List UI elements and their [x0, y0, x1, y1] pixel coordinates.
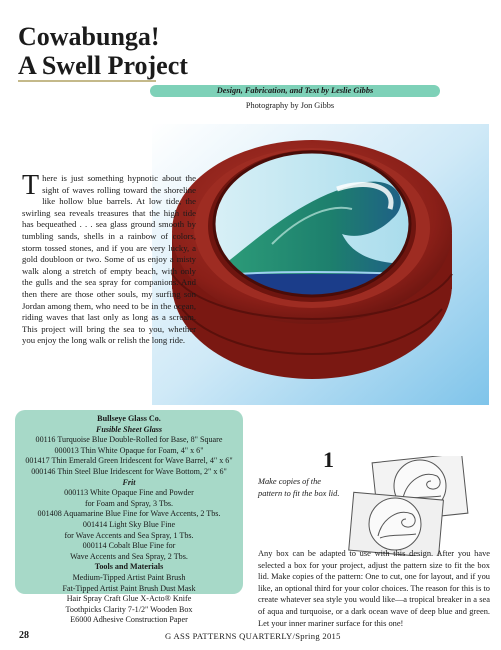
- page-number: 28: [19, 630, 29, 641]
- publication-footer: G ASS PATTERNS QUARTERLY/Spring 2015: [165, 631, 341, 641]
- list-item: Hair Spray Craft Glue X-Acto® Knife: [66, 594, 192, 604]
- list-item: Wave Accents and Sea Spray, 2 Tbs.: [70, 551, 188, 561]
- list-item: 001414 Light Sky Blue Fine: [82, 519, 176, 529]
- step-caption: Make copies of the pattern to fit the box lid.: [258, 477, 340, 498]
- frit-heading: Frit: [122, 477, 136, 487]
- list-item: Fat-Tipped Artist Paint Brush Dust Mask: [62, 583, 196, 593]
- hero-photo: [152, 124, 489, 405]
- list-item: 001417 Thin Emerald Green Iridescent for Wave Barrel, 4" x 6": [25, 456, 233, 466]
- list-item: for Foam and Spray, 3 Tbs.: [84, 498, 174, 508]
- photo-credit: Photography by Jon Gibbs: [245, 101, 335, 110]
- list-item: Medium-Tipped Artist Paint Brush: [72, 572, 186, 582]
- title-line-1: Cowabunga!: [18, 22, 160, 51]
- drop-cap: T: [22, 170, 40, 201]
- intro-text: here is just something hypnotic about the sight of waves rolling toward the shoreline like hollow blue barrels. At low tide, the swirling sea reveals treasures that the high tide has bequeathed . . . sea glass ground smooth by tumbling sands, shells in a rainbow of colors, storm tossed stones, and if you are very lucky, a gold doubloon or two. Some of us enjoy a misty walk along a stretch of empty beach, with only the gulls and the sea spray for companions. And then there are those other souls, my surfing son Jordan among them, who need to be in the ocean, riding waves that last only as long as a scream. This project will bring the sea to you, whether you enjoy the long walk or relish the long ride.: [22, 173, 196, 346]
- step-number: 1: [323, 447, 334, 472]
- intro-paragraph: [22, 170, 196, 347]
- title-line-2: A Swell Project: [18, 51, 188, 80]
- list-item: Toothpicks Clarity 7-1/2" Wooden Box: [65, 604, 193, 614]
- list-item: 000113 White Opaque Fine and Powder: [64, 488, 194, 498]
- title-divider: [18, 80, 156, 82]
- list-item: 000013 Thin White Opaque for Foam, 4" x 6": [54, 445, 204, 455]
- list-item: for Wave Accents and Sea Spray, 1 Tbs.: [64, 530, 194, 540]
- list-item: E6000 Adhesive Construction Paper: [70, 615, 188, 625]
- design-credit: Design, Fabrication, and Text by Leslie Gibbs: [216, 86, 374, 95]
- sheet-glass-heading: Fusible Sheet Glass: [95, 424, 163, 434]
- list-item: 00116 Turquoise Blue Double-Rolled for Base, 8" Square: [35, 435, 223, 445]
- list-item: 000114 Cobalt Blue Fine for: [82, 541, 176, 551]
- tools-heading: Tools and Materials: [94, 562, 164, 572]
- step-body: Any box can be adapted to use with this design. After you have selected a box for your project, adjust the pattern size to fit the box lid. Make copies of the pattern: One to cut, one for layout, and if you like, an optional third for your color choices. The reason for this is to create whatever sea style you would like—a tropical breaker in a sea of aqua and turquoise, or a dark ocean wave of deep blue and green. Let your inner mariner surface for this one!: [258, 549, 490, 628]
- article-title: [18, 22, 188, 80]
- list-item: 000146 Thin Steel Blue Iridescent for Wave Bottom, 2" x 6": [31, 466, 227, 476]
- pattern-illustration: [345, 456, 473, 556]
- list-item: 001408 Aquamarine Blue Fine for Wave Accents, 2 Tbs.: [37, 509, 221, 519]
- materials-list: [15, 414, 243, 626]
- supplier-heading: Bullseye Glass Co.: [97, 414, 161, 423]
